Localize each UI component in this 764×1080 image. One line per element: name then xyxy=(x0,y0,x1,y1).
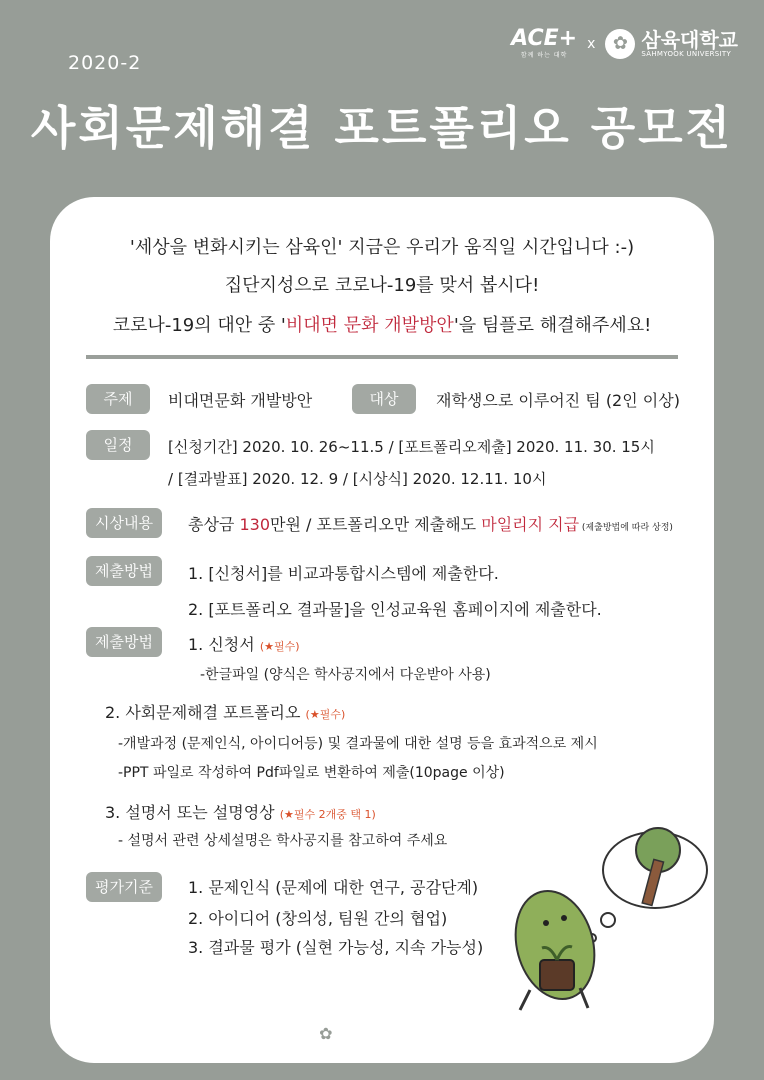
page-title: 사회문제해결 포트폴리오 공모전 xyxy=(30,101,734,155)
req-3-text: 3. 설명서 또는 설명영상 xyxy=(105,803,280,822)
submit-step-2: 2. [포트폴리오 결과물]을 인성교육원 홈페이지에 제출한다. xyxy=(188,600,602,619)
logo-separator: x xyxy=(587,35,596,52)
year-label: 2020-2 xyxy=(68,52,142,74)
award-mileage: 마일리지 지급 xyxy=(481,515,580,534)
req-1-required: (★필수) xyxy=(259,640,300,653)
topic-label: 주제 xyxy=(86,384,150,414)
topic-value: 비대면문화 개발방안 xyxy=(168,391,313,410)
eval-label: 평가기준 xyxy=(86,872,162,902)
req-3-required: (★필수 2개중 택 1) xyxy=(279,808,376,821)
intro-line-3-pre: 코로나-19의 대안 중 ' xyxy=(112,315,286,336)
eval-item-3: 3. 결과물 평가 (실현 가능성, 지속 가능성) xyxy=(188,938,484,957)
req-2-text: 2. 사회문제해결 포트폴리오 xyxy=(105,703,306,722)
eval-item-1: 1. 문제인식 (문제에 대한 연구, 공감단계) xyxy=(188,878,479,897)
req-1 xyxy=(188,632,300,655)
submit2-label: 제출방법 xyxy=(86,627,162,657)
intro-line-3 xyxy=(0,311,764,337)
target-value: 재학생으로 이루어진 팀 (2인 이상) xyxy=(436,391,680,410)
award-pre: 총상금 xyxy=(188,515,240,534)
req-1-text: 1. 신청서 xyxy=(188,635,260,654)
submit-step-1: 1. [신청서]를 비교과통합시스템에 제출한다. xyxy=(188,564,499,583)
ace-logo-sub: 함께 하는 대학 xyxy=(520,52,568,59)
award-amount: 130 xyxy=(239,515,271,534)
award-mid: 만원 / 포트폴리오만 제출해도 xyxy=(270,515,482,534)
footer-org: 인성교육원 xyxy=(345,1023,453,1048)
target-label: 대상 xyxy=(352,384,416,414)
req-1-sub: -한글파일 (양식은 학사공지에서 다운받아 사용) xyxy=(200,667,491,683)
logo-group xyxy=(511,28,738,59)
schedule-line-1: [신청기간] 2020. 10. 26~11.5 / [포트폴리오제출] 2020. 11. 30. 15시 xyxy=(168,438,655,456)
req-2 xyxy=(105,700,345,723)
ace-logo-text: ACE+ xyxy=(511,26,578,51)
req-2-required: (★필수) xyxy=(305,708,346,721)
university-emblem-icon: ✿ xyxy=(605,29,635,59)
req-2-sub-2: -PPT 파일로 작성하여 Pdf파일로 변환하여 제출(10page 이상) xyxy=(118,765,505,781)
bean-mascot-illustration xyxy=(480,820,710,1020)
org-emblem-icon: ✿ xyxy=(312,1020,340,1048)
footer xyxy=(0,1018,764,1049)
university-name-en: SAHMYOOK UNIVERSITY xyxy=(641,49,732,58)
intro-line-1: '세상을 변화시키는 삼육인' 지금은 우리가 움직일 시간입니다 :-) xyxy=(129,237,635,258)
award-text xyxy=(188,512,673,535)
divider xyxy=(86,355,678,359)
award-note: (제출방법에 따라 상정) xyxy=(579,523,673,533)
university-name-ko: 삼육대학교 xyxy=(641,27,738,52)
award-label: 시상내용 xyxy=(86,508,162,538)
req-3 xyxy=(105,800,376,823)
req-3-sub: - 설명서 관련 상세설명은 학사공지를 참고하여 주세요 xyxy=(118,833,448,849)
intro-line-3-post: '을 팀플로 해결해주세요! xyxy=(453,315,652,336)
pot-icon xyxy=(540,960,574,990)
req-2-sub-1: -개발과정 (문제인식, 아이디어등) 및 결과물에 대한 설명 등을 효과적으로 제시 xyxy=(118,736,598,752)
university-logo xyxy=(605,29,738,59)
intro-highlight: 비대면 문화 개발방안 xyxy=(285,315,454,336)
submit-label: 제출방법 xyxy=(86,556,162,586)
eval-item-2: 2. 아이디어 (창의성, 팀원 간의 협업) xyxy=(188,909,448,928)
schedule-line-2: / [결과발표] 2020. 12. 9 / [시상식] 2020. 12.11. 10시 xyxy=(168,470,547,488)
schedule-label: 일정 xyxy=(86,430,150,460)
ace-logo xyxy=(511,28,577,59)
intro-line-2: 집단지성으로 코로나-19를 맞서 봅시다! xyxy=(224,275,540,296)
